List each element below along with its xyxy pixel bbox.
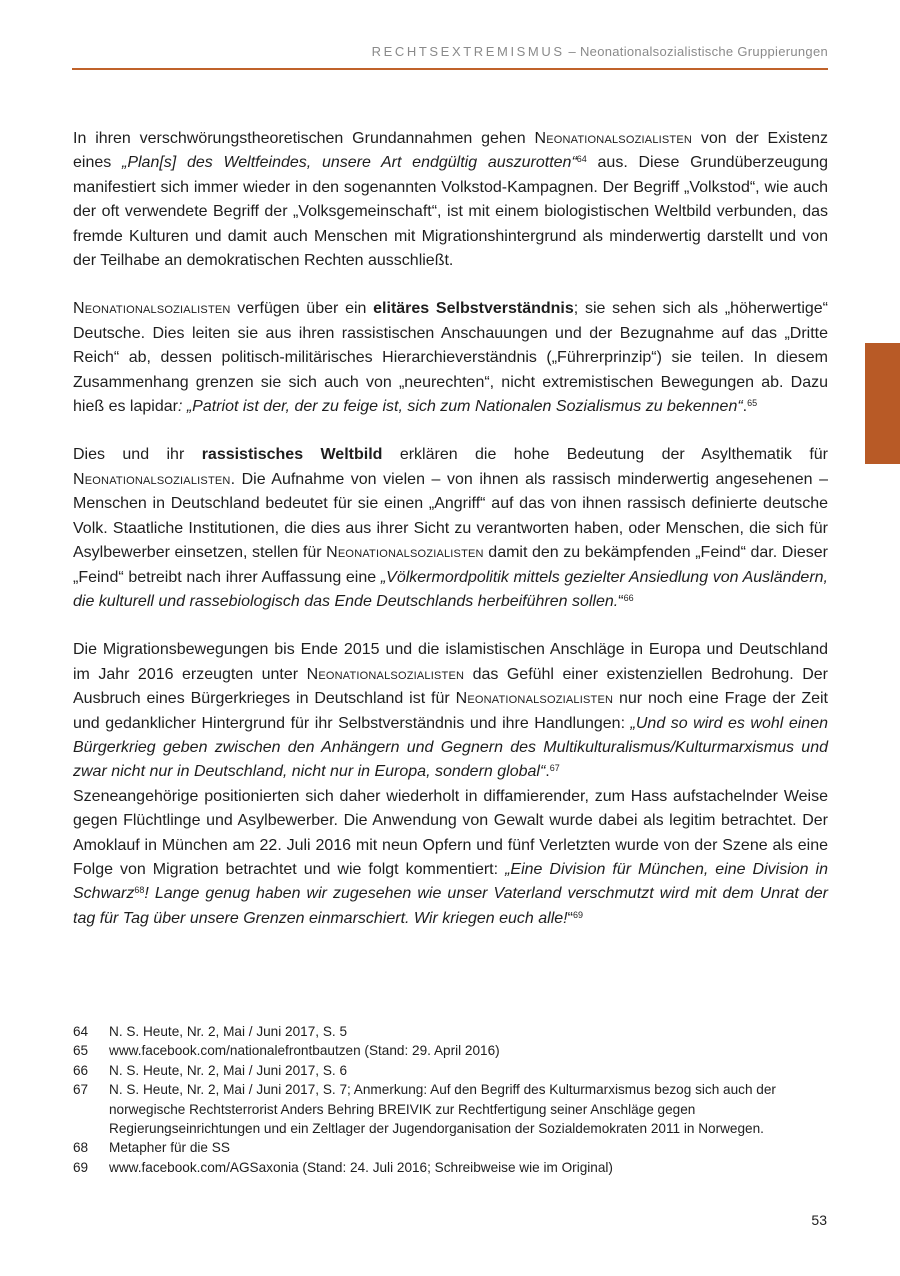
text-run: . (742, 398, 748, 416)
footnote-text: N. S. Heute, Nr. 2, Mai / Juni 2017, S. 6 (109, 1062, 348, 1078)
small-caps-term: Neonationalsozialisten (73, 300, 231, 318)
footnote-number: 68 (73, 1140, 89, 1156)
chapter-side-tab (865, 343, 900, 464)
footnote-ref: 68 (134, 885, 145, 896)
bold-term: rassistisches Weltbild (201, 446, 383, 464)
paragraph-5 (73, 785, 828, 931)
footnote-number: 67 (73, 1082, 89, 1098)
text-run: . (545, 763, 550, 781)
footnote-text: www.facebook.com/nationalefrontbautzen (Stand: 29. April 2016) (109, 1043, 500, 1059)
footnote-ref: 69 (572, 909, 583, 920)
quote: : „Patriot ist der, der zu feige ist, sich zum Nationalen Sozialismus zu bekennen“ (177, 398, 743, 416)
paragraph-2 (73, 297, 828, 419)
footnote-ref: 65 (747, 398, 758, 409)
text-run: Dies und ihr (73, 446, 202, 464)
text-run: verfügen über ein (230, 300, 374, 318)
footnote-ref: 66 (623, 592, 634, 603)
text-run: Die Migrationsbewegungen bis Ende 2015 und die islamistischen Anschläge in Europa und Deutschland im Jahr 2016 erzeugten unter (73, 641, 828, 683)
quote: ! Lange genug haben wir zugesehen wie unser Vaterland verschmutzt wird mit dem Unrat der tag für Tag über unsere Grenzen einmarschiert. Wir kriegen euch alle! (73, 885, 828, 927)
footnote-text: N. S. Heute, Nr. 2, Mai / Juni 2017, S. 7; Anmerkung: Auf den Begriff des Kulturmarxismus bezog sich auch der norwegische Rechtsterrorist Anders Behring BREIVIK zur Rechtfertigung seiner Anschläge gegen Regierungseinrichtungen und ein Zeltlager der Jugendorganisation der Sozialdemokraten 2011 in Norwegen. (109, 1082, 776, 1137)
running-header (72, 44, 828, 70)
small-caps-term: Neonationalsozialisten (455, 690, 614, 708)
small-caps-term: Neonationalsozialisten (73, 470, 231, 488)
paragraph-3 (73, 443, 828, 614)
text-run: In ihren verschwörungstheoretischen Grundannahmen gehen (73, 130, 535, 147)
paragraph-1 (73, 127, 828, 273)
quote: „Eine Division für München, eine Division in Schwarz (73, 860, 828, 903)
footnote-ref: 64 (576, 154, 587, 165)
footnote-item (73, 1061, 828, 1080)
header-title: RECHTSEXTREMISMUS (371, 44, 565, 59)
footnote-text: Metapher für die SS (109, 1140, 230, 1156)
body-text (73, 127, 828, 955)
text-run: Szeneangehörige positionierten sich daher wiederholt in diffamierender, zum Hass aufstachelnder Weise gegen Flüchtlinge und Asylbewerber. Die Anwendung von Gewalt wurde dabei als legitim betrachtet. Der Amoklauf in München am 22. Juli 2016 mit neun Opfern und fünf Verletzten wurde von der Szene als eine Folge von Migration betrachtet und wie folgt kommentiert: (73, 787, 828, 878)
footnote-item (73, 1138, 828, 1157)
quote: „Plan[s] des Weltfeindes, unsere Art endgültig auszurotten“ (121, 154, 577, 172)
footnote-item (73, 1080, 828, 1138)
quote: „Völkermordpolitik mittels gezielter Ansiedlung von Ausländern, die kulturell und rassebiologisch das Ende Deutschlands herbeiführen sollen. (73, 568, 828, 610)
footnote-number: 65 (73, 1043, 89, 1059)
footnote-item (73, 1041, 828, 1060)
text-run: damit den zu bekämpfenden „Feind“ dar. Dieser „Feind“ betreibt nach ihrer Auffassung eine (73, 544, 828, 586)
paragraph-4 (73, 638, 828, 784)
text-run: “ (567, 909, 573, 927)
footnote-number: 69 (73, 1159, 89, 1175)
text-run: das Gefühl einer existenziellen Bedrohung. Der Ausbruch eines Bürgerkrieges in Deutschland ist für (73, 665, 828, 708)
footnote-text: www.facebook.com/AGSaxonia (Stand: 24. Juli 2016; Schreibweise wie im Original) (109, 1159, 613, 1175)
footnote-number: 66 (73, 1062, 89, 1078)
text-run: von der Existenz eines (73, 130, 828, 172)
footnote-item (73, 1158, 828, 1177)
page-number: 53 (811, 1212, 827, 1228)
bold-term: elitäres Selbstverständnis (373, 300, 574, 318)
footnotes (73, 1022, 828, 1177)
small-caps-term: Neonationalsozialisten (306, 665, 465, 683)
footnote-text: N. S. Heute, Nr. 2, Mai / Juni 2017, S. 5 (109, 1024, 348, 1039)
text-run: . Die Aufnahme von vielen – von ihnen als rassisch minderwertig angesehenen – Menschen in Deutschland bedeutet für sie einen „Angriff“ auf das von ihnen rassisch definierte deutsche Volk. Staatliche Institutionen, die dies aus ihrer Sicht zu verantworten haben, oder Menschen, die sich für Asylbewerber einsetzen, stellen für (73, 470, 828, 562)
quote: „Und so wird es wohl einen Bürgerkrieg geben zwischen den Anhängern und Gegnern des Multikulturalismus/Kulturmarxismus und zwar nicht nur in Deutschland, nicht nur in Europa, sondern global“ (73, 714, 829, 781)
text-run: aus. Diese Grundüberzeugung manifestiert sich immer wieder in den sogenannten Volkstod-Kampagnen. Der Begriff „Volkstod“, wie auch der oft verwendete Begriff der „Volksgemeinschaft“, ist mit einem biologistischen Weltbild verbunden, das fremde Kulturen und damit auch Menschen mit Migrationshintergrund als minderwertig darstellt und von der Teilhabe an demokratischen Rechten ausschließt. (73, 154, 828, 270)
footnote-number: 64 (73, 1024, 89, 1039)
small-caps-term: Neonationalsozialisten (534, 130, 693, 147)
footnote-item (73, 1022, 828, 1041)
text-run: ; sie sehen sich als „höherwertige“ Deutsche. Dies leiten sie aus ihren rassistischen Anschauungen und der Bezugnahme auf das „Dritte Reich“ ab, dessen politisch-militärisches Hierarchieverständnis („Führerprinzip“) sie teilen. In diesem Zusammenhang grenzen sie sich auch von „neurechten“, nicht extremistischen Bewegungen ab. Dazu hieß es lapidar (73, 300, 829, 416)
text-run: nur noch eine Frage der Zeit und gedanklicher Hintergrund für ihr Selbstverständnis und ihre Handlungen: (73, 690, 828, 732)
footnote-ref: 67 (549, 763, 560, 774)
small-caps-term: Neonationalsozialisten (326, 544, 484, 562)
text-run: erklären die hohe Bedeutung der Asylthematik für (382, 446, 828, 464)
text-run: “ (618, 592, 624, 610)
header-subtitle: – Neonationalsozialistische Gruppierungen (568, 44, 828, 59)
